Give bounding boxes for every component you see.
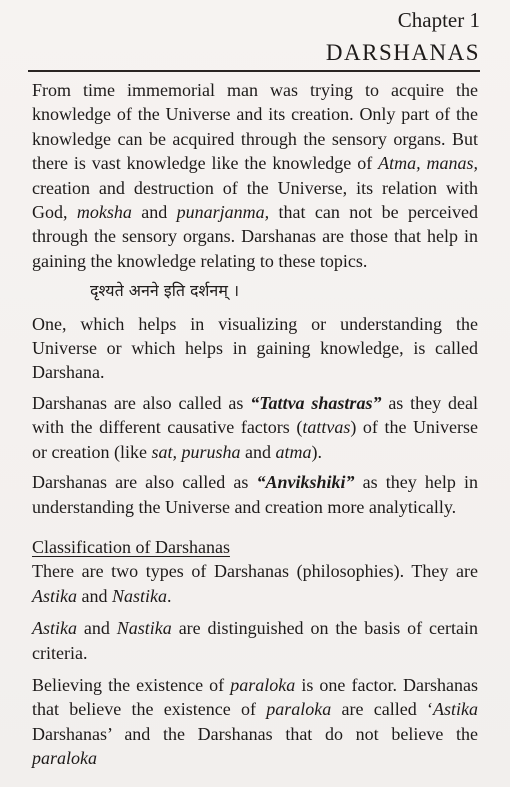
section-heading: Classification of Darshanas [32, 536, 230, 557]
paragraph-definition: One, which helps in visualizing or understanding the Universe or which helps in gaining knowledge, is called Darshana. [32, 313, 478, 383]
italic-term: punarjanma, [176, 202, 270, 223]
chapter-header [28, 4, 480, 72]
text-span: and [131, 202, 177, 223]
italic-term: paraloka [266, 699, 332, 720]
paragraph-anvikshiki [32, 470, 478, 519]
italic-term: paraloka [230, 674, 296, 695]
text-span: are called ‘ [331, 699, 433, 720]
italic-term: Atma, manas, [378, 153, 478, 174]
paragraph-tattva-shastras [32, 391, 478, 464]
italic-term: Nastika [116, 618, 172, 639]
bold-term: “Tattva shastras” [250, 392, 382, 413]
text-span: and [77, 585, 112, 606]
italic-term: Astika [433, 699, 478, 720]
text-span: is one factor. Darshanas that believe the existence of [32, 674, 478, 720]
text-span: creation and destruction of the Universe, its relation with God, [32, 177, 478, 223]
italic-term: paraloka [32, 748, 97, 769]
bold-term: “Anvikshiki” [256, 472, 355, 493]
text-span: as they help in understanding the Universe and creation more analytically. [32, 472, 479, 517]
chapter-label: Chapter 1 [397, 8, 480, 32]
text-span: From time immemorial man was trying to acquire the knowledge of the Universe and its creation. Only part of the knowledge can be acquired through the sensory organs. But there is vast knowledge like the knowledge of [32, 80, 478, 174]
text-span: and [77, 618, 117, 639]
text-span: . [167, 585, 172, 606]
italic-term: tattvas [302, 417, 351, 438]
italic-term: Astika [32, 618, 77, 639]
paragraph-criteria [32, 616, 478, 665]
chapter-title: DARSHANAS [325, 40, 480, 65]
italic-term: atma [275, 441, 312, 462]
text-span: ). [311, 441, 322, 462]
sanskrit-verse: दृश्यते अनने इति दर्शनम् । [90, 281, 240, 301]
italic-term: sat, purusha [151, 441, 241, 462]
text-span: Darshanas are also called as [32, 472, 257, 493]
text-span: that can not be perceived through the sensory organs. Darshanas are those that help in gaining the knowledge relating to these topics. [32, 202, 478, 271]
paragraph-intro [32, 78, 478, 273]
text-span: Believing the existence of [32, 674, 231, 695]
text-span: Darshanas’ and the Darshanas that do not believe the [32, 723, 478, 744]
header-rule [28, 70, 480, 72]
paragraph-two-types [32, 559, 478, 608]
italic-term: Nastika [112, 585, 168, 606]
italic-term: moksha [76, 202, 132, 223]
text-span: There are two types of Darshanas (philosophies). They are [32, 561, 478, 582]
page-body [32, 76, 478, 777]
text-span: ) of the Universe or creation (like [32, 417, 478, 462]
paragraph-paraloka [32, 673, 478, 771]
italic-term: Astika [32, 585, 77, 606]
text-span: are distinguished on the basis of certain criteria. [32, 618, 478, 663]
text-span: as they deal with the different causative factors ( [32, 392, 479, 438]
text-span: and [240, 441, 276, 462]
text-span: Darshanas are also called as [32, 392, 251, 413]
